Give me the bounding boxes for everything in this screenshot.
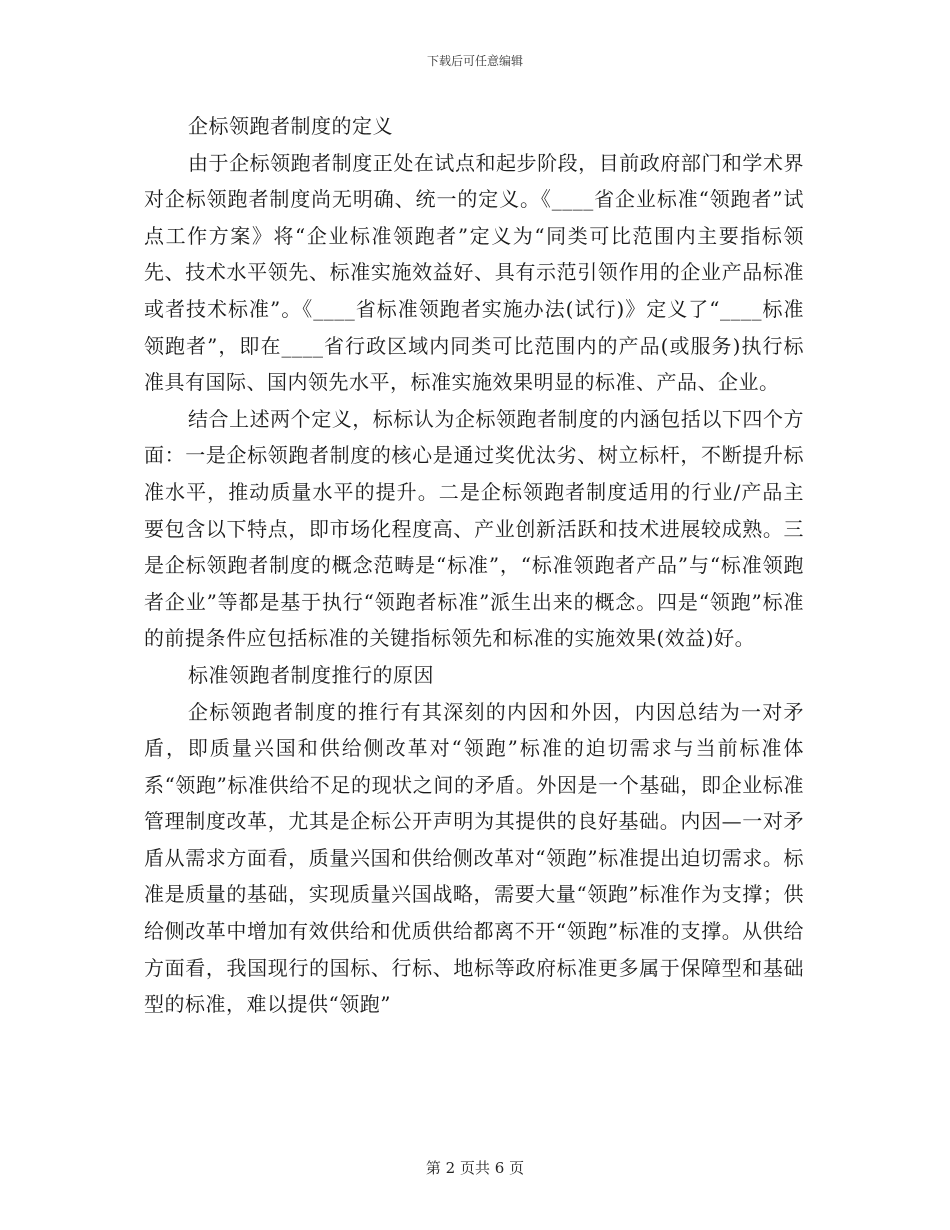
document-body <box>144 108 804 1023</box>
paragraph-connotation: 结合上述两个定义，标标认为企标领跑者制度的内涵包括以下四个方面：一是企标领跑者制度的核心是通过奖优汰劣、树立标杆，不断提升标准水平，推动质量水平的提升。二是企标领跑者制度适用的行业/产品主要包含以下特点，即市场化程度高、产业创新活跃和技术进展较成熟。三是企标领跑者制度的概念范畴是“标准”，“标准领跑者产品”与“标准领跑者企业”等都是基于执行“领跑者标准”派生出来的概念。四是“领跑”标准的前提条件应包括标准的关键指标领先和标准的实施效果(效益)好。 <box>144 406 804 651</box>
section-heading-definition: 企标领跑者制度的定义 <box>188 114 393 138</box>
page-header-note: 下载后可任意编辑 <box>426 54 523 68</box>
paragraph-definition: 由于企标领跑者制度正处在试点和起步阶段，目前政府部门和学术界对企标领跑者制度尚无明确、统一的定义。《____省企业标准“领跑者”试点工作方案》将“企业标准领跑者”定义为“同类可比范围内主要指标领先、技术水平领先、标准实施效益好、具有示范引领作用的企业产品标准或者技术标准”。《____省标准领跑者实施办法(试行)》定义了“____标准领跑者”，即在____省行政区域内同类可比范围内的产品(或服务)执行标准具有国际、国内领先水平，标准实施效果明显的标准、产品、企业。 <box>144 150 804 395</box>
section-heading-reasons: 标准领跑者制度推行的原因 <box>188 662 434 687</box>
page-number: 第 2 页共 6 页 <box>425 1159 525 1177</box>
paragraph-reasons: 企标领跑者制度的推行有其深刻的内因和外因，内因总结为一对矛盾，即质量兴国和供给侧改革对“领跑”标准的迫切需求与当前标准体系“领跑”标准供给不足的现状之间的矛盾。外因是一个基础，即企业标准管理制度改革，尤其是企标公开声明为其提供的良好基础。内因—一对矛盾从需求方面看，质量兴国和供给侧改革对“领跑”标准提出迫切需求。标准是质量的基础，实现质量兴国战略，需要大量“领跑”标准作为支撑；供给侧改革中增加有效供给和优质供给都离不开“领跑”标准的支撑。从供给方面看，我国现行的国标、行标、地标等政府标准更多属于保障型和基础型的标准，难以提供“领跑” <box>144 699 804 1017</box>
